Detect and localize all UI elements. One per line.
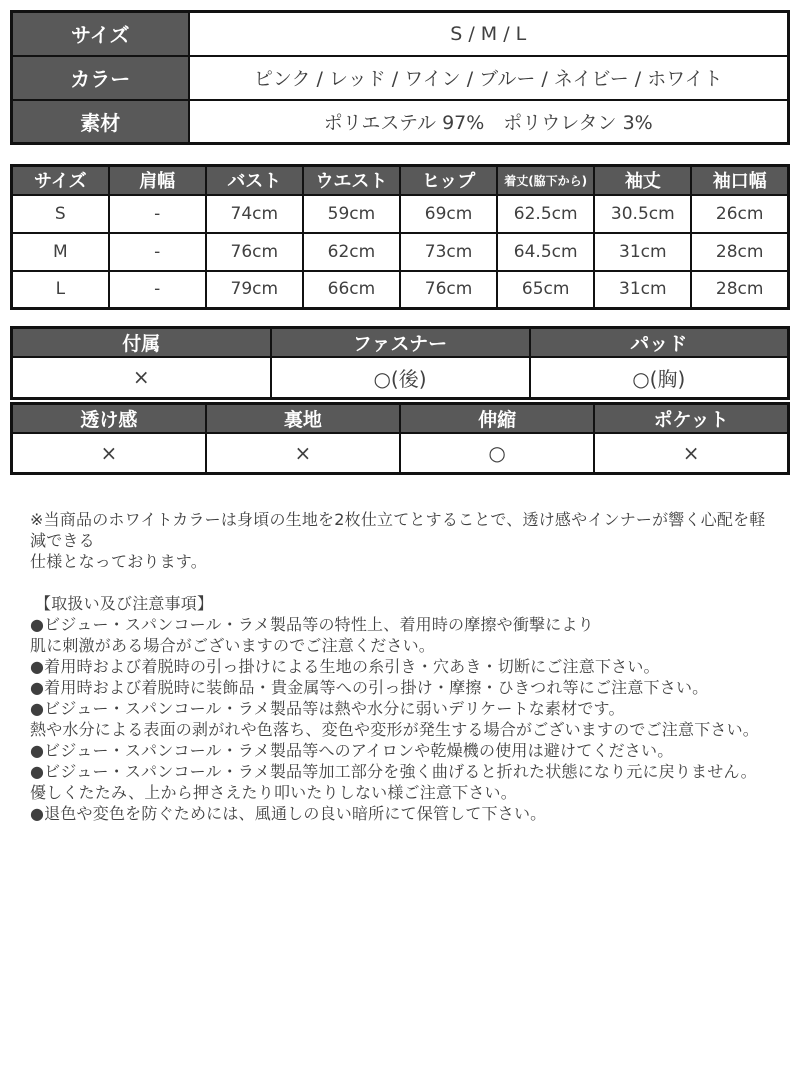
measurement-table (10, 164, 790, 310)
measurement-cell: 73cm (400, 233, 497, 271)
measurement-cell: 65cm (497, 271, 594, 309)
col-header-cuff-width: 袖口幅 (691, 166, 788, 195)
spec-value-material: ポリエステル 97% ポリウレタン 3% (189, 100, 789, 144)
measurement-row-s (12, 195, 789, 233)
measurement-cell: - (109, 195, 206, 233)
col-header-pad: パッド (530, 328, 789, 358)
measurement-cell: 66cm (303, 271, 400, 309)
care-note-line: ●着用時および着脱時に装飾品・貴金属等への引っ掛け・摩擦・ひきつれ等にご注意下さい。 (30, 678, 709, 697)
spec-row-material (12, 100, 789, 144)
white-color-note-line: ※当商品のホワイトカラーは身頃の生地を2枚仕立てとすることで、透け感やインナーが響く心配を軽減できる (30, 510, 766, 550)
features-value-row (12, 433, 789, 474)
spec-label-size: サイズ (12, 12, 189, 56)
measurement-cell: 30.5cm (594, 195, 691, 233)
care-note-line: ●退色や変色を防ぐためには、風通しの良い暗所にて保管して下さい。 (30, 804, 547, 823)
care-title: 【取扱い及び注意事項】 (35, 594, 214, 613)
col-header-accessory: 付属 (12, 328, 271, 358)
col-header-shoulder: 肩幅 (109, 166, 206, 195)
measurement-cell: 28cm (691, 233, 788, 271)
fastener-value: ○(後) (271, 357, 530, 398)
measurement-cell: 31cm (594, 271, 691, 309)
accessory-value: × (12, 357, 271, 398)
measurement-cell: 69cm (400, 195, 497, 233)
notes-section (10, 509, 790, 824)
measurement-cell: 59cm (303, 195, 400, 233)
spec-table (10, 10, 790, 145)
measurement-cell: 76cm (206, 233, 303, 271)
col-header-waist: ウエスト (303, 166, 400, 195)
care-note-line: ●ビジュー・スパンコール・ラメ製品等へのアイロンや乾燥機の使用は避けてください。 (30, 741, 674, 760)
col-header-length: 着丈(脇下から) (497, 166, 594, 195)
features-table (10, 402, 790, 476)
spec-row-size (12, 12, 789, 56)
stretch-value: ○ (400, 433, 594, 474)
white-color-note-line: 仕様となっております。 (30, 552, 207, 571)
measurement-cell: L (12, 271, 109, 309)
care-note-line: ●着用時および着脱時の引っ掛けによる生地の糸引き・穴あき・切断にご注意下さい。 (30, 657, 660, 676)
col-header-lining: 裏地 (206, 403, 400, 433)
measurement-header-row (12, 166, 789, 195)
spec-label-material: 素材 (12, 100, 189, 144)
measurement-cell: 74cm (206, 195, 303, 233)
measurement-cell: 31cm (594, 233, 691, 271)
notes-spacer (30, 572, 780, 593)
measurement-cell: 26cm (691, 195, 788, 233)
pad-value: ○(胸) (530, 357, 789, 398)
measurement-cell: 79cm (206, 271, 303, 309)
spec-label-color: カラー (12, 56, 189, 100)
care-note-line: 優しくたたみ、上から押さえたり叩いたりしない様ご注意下さい。 (30, 783, 517, 802)
col-header-sheerness: 透け感 (12, 403, 206, 433)
col-header-hip: ヒップ (400, 166, 497, 195)
care-note-line: 熱や水分による表面の剥がれや色落ち、変色や変形が発生する場合がございますのでご注意下さい。 (30, 720, 760, 739)
care-note-line: ●ビジュー・スパンコール・ラメ製品等は熱や水分に弱いデリケートな素材です。 (30, 699, 625, 718)
measurement-cell: 62cm (303, 233, 400, 271)
measurement-cell: 62.5cm (497, 195, 594, 233)
features-header-row (12, 403, 789, 433)
care-note-line: ●ビジュー・スパンコール・ラメ製品等の特性上、着用時の摩擦や衝撃により (30, 615, 594, 634)
col-header-stretch: 伸縮 (400, 403, 594, 433)
spec-value-size: S / M / L (189, 12, 789, 56)
measurement-row-l (12, 271, 789, 309)
measurement-cell: 64.5cm (497, 233, 594, 271)
pocket-value: × (594, 433, 788, 474)
care-note-line: 肌に刺激がある場合がございますのでご注意ください。 (30, 636, 436, 655)
measurement-cell: 28cm (691, 271, 788, 309)
spec-value-color: ピンク / レッド / ワイン / ブルー / ネイビー / ホワイト (189, 56, 789, 100)
lining-value: × (206, 433, 400, 474)
spec-row-color (12, 56, 789, 100)
measurement-cell: M (12, 233, 109, 271)
sheerness-value: × (12, 433, 206, 474)
measurement-row-m (12, 233, 789, 271)
measurement-cell: - (109, 271, 206, 309)
accessories-table (10, 326, 790, 400)
measurement-cell: S (12, 195, 109, 233)
col-header-fastener: ファスナー (271, 328, 530, 358)
care-note-line: ●ビジュー・スパンコール・ラメ製品等加工部分を強く曲げると折れた状態になり元に戻りません。 (30, 762, 757, 781)
measurement-cell: 76cm (400, 271, 497, 309)
measurement-cell: - (109, 233, 206, 271)
accessories-header-row (12, 328, 789, 358)
col-header-pocket: ポケット (594, 403, 788, 433)
col-header-sleeve-length: 袖丈 (594, 166, 691, 195)
accessories-value-row (12, 357, 789, 398)
col-header-size: サイズ (12, 166, 109, 195)
col-header-bust: バスト (206, 166, 303, 195)
